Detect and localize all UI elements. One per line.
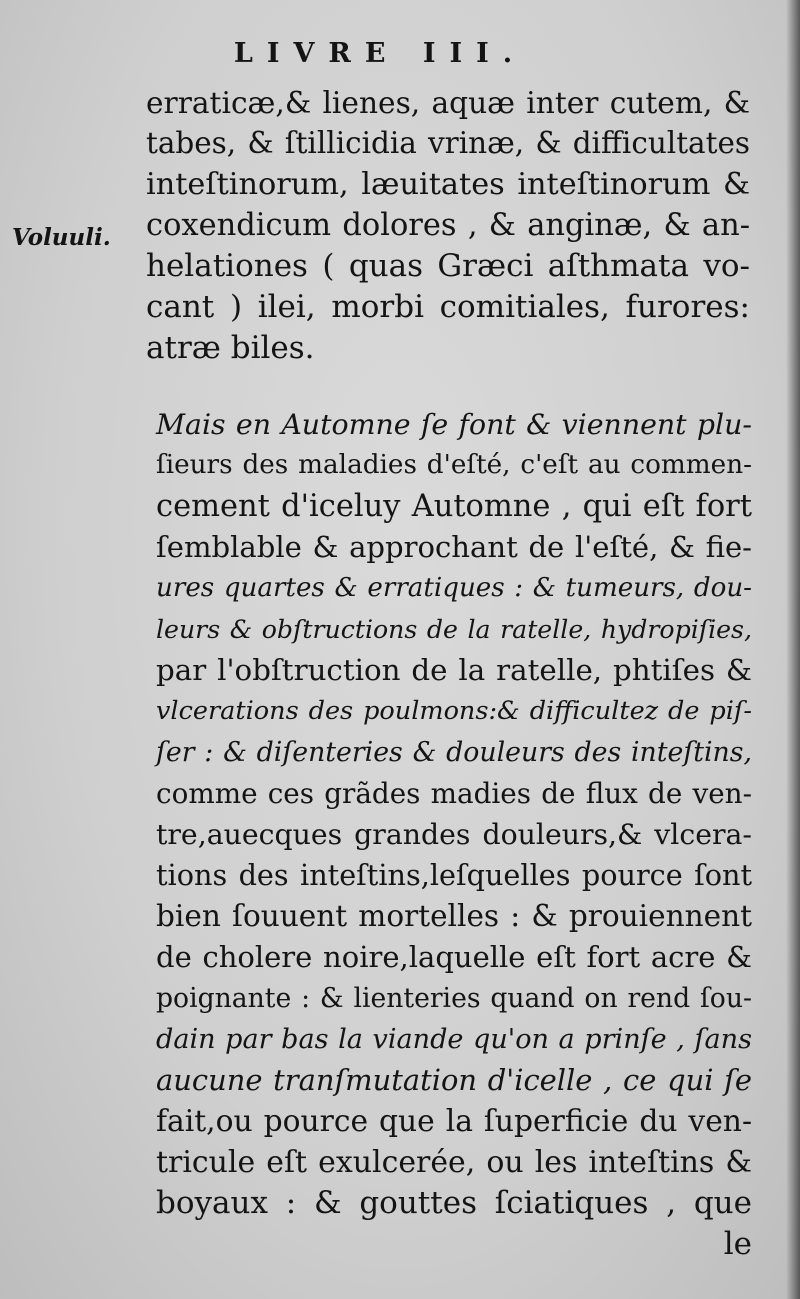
text-line: dain par bas la viande qu'on a prinſe , ſans: [156, 1024, 752, 1055]
text-line: aucune tranſmutation d'icelle , ce qui ſe: [156, 1063, 752, 1097]
catchword: le: [723, 1226, 752, 1262]
text-line: tricule eſt exulcerée, ou les inteſtins &: [156, 1145, 752, 1180]
text-line: fait,ou pource que la ſuperficie du ven-: [156, 1104, 752, 1139]
text-line: poignante : & lienteries quand on rend ſou-: [156, 983, 752, 1014]
text-line: inteſtinorum, læuitates inteſtinorum &: [146, 167, 750, 202]
text-line: cant ) ilei, morbi comitiales, furores:: [146, 289, 750, 325]
text-line: tabes, & ſtillicidia vrinæ, & difficultates: [146, 126, 750, 160]
text-line: atræ biles.: [146, 330, 315, 366]
margin-note: Voluuli.: [12, 224, 111, 251]
text-line: vlcerations des poulmons:& difficultez de piſ-: [156, 696, 752, 726]
text-line: leurs & obſtructions de la ratelle, hydropiſies,: [156, 615, 752, 644]
text-line: helationes ( quas Græci aſthmata vo-: [146, 248, 750, 284]
page-edge-shadow: [786, 0, 800, 1299]
text-line: ures quartes & erratiques : & tumeurs, dou-: [156, 573, 752, 603]
text-line: tre,auecques grandes douleurs,& vlcera-: [156, 818, 752, 851]
text-line: par l'obſtruction de la ratelle, phtiſes &: [156, 653, 752, 687]
text-line: coxendicum dolores , & anginæ, & an-: [146, 208, 750, 243]
text-line: ſieurs des maladies d'eſté, c'eſt au commen-: [156, 450, 752, 480]
text-line: erraticæ,& lienes, aquæ inter cutem, &: [146, 85, 750, 120]
text-line: de cholere noire,laquelle eſt fort acre &: [156, 940, 752, 974]
text-line: tions des inteſtins,leſquelles pource ſont: [156, 858, 752, 892]
latin-paragraph: [146, 82, 750, 369]
text-line: comme ces grãdes madies de flux de ven-: [156, 777, 752, 810]
french-paragraph: [156, 404, 752, 1265]
running-head: LIVRE III.: [233, 38, 527, 69]
text-line: cement d'iceluy Automne , qui eſt fort: [156, 489, 752, 524]
text-line: ſer : & diſenteries & douleurs des inteſtins,: [156, 737, 752, 768]
text-line: ſemblable & approchant de l'eſté, & fie-: [156, 530, 752, 564]
text-line: Mais en Automne ſe font & viennent plu-: [156, 408, 752, 441]
text-line: bien ſouuent mortelles : & prouiennent: [156, 899, 752, 933]
text-line: boyaux : & gouttes ſciatiques , que: [156, 1185, 752, 1221]
